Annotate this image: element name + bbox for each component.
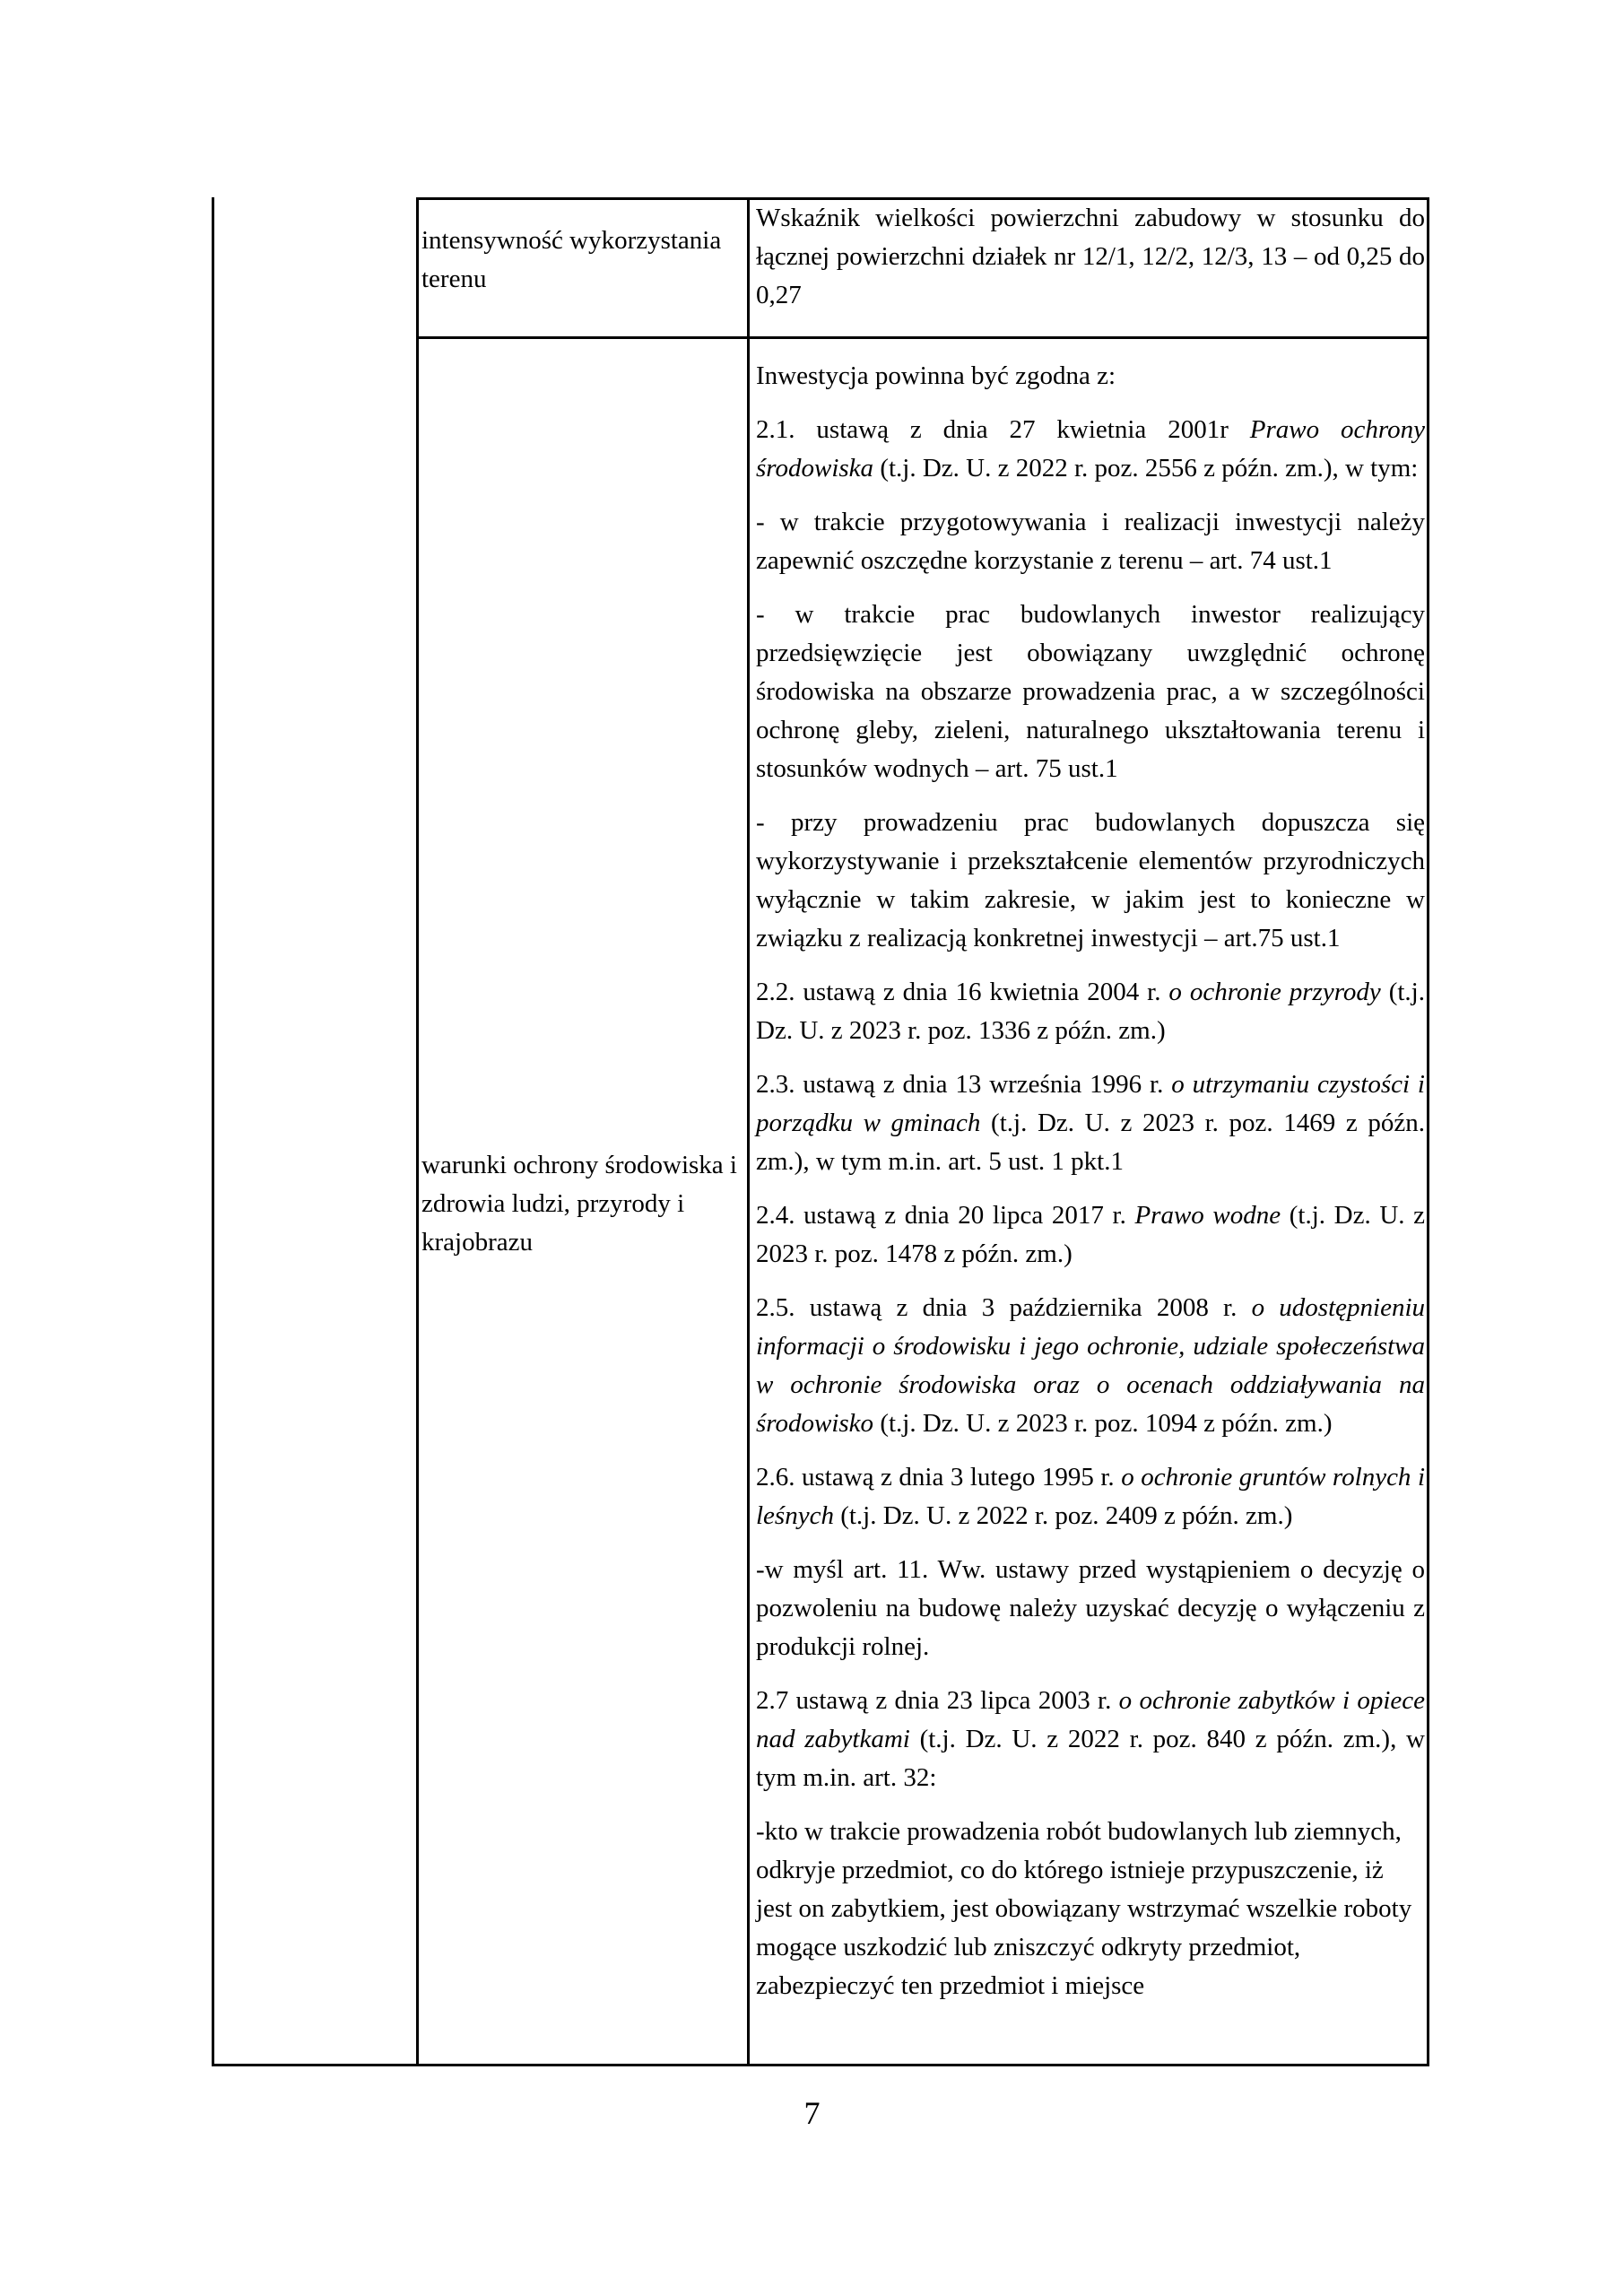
page-number: 7: [803, 2095, 821, 2131]
paragraph-2-4: 2.4. ustawą z dnia 20 lipca 2017 r. Prawo wodne (t.j. Dz. U. z 2023 r. poz. 1478 z późn. zm.): [756, 1201, 1425, 1268]
table-border-left: [212, 197, 214, 2066]
table-column-divider-2: [747, 197, 750, 2066]
paragraph-2-1-item-2: - w trakcie prac budowlanych inwestor realizujący przedsięwzięcie jest obowiązany uwzględnić ochronę środowiska na obszarze prowadzenia prac, a w szczególności ochronę gleby, zieleni, naturalnego ukształtowania terenu i stosunków wodnych – art. 75 ust.1: [756, 600, 1425, 783]
paragraph-2-2: 2.2. ustawą z dnia 16 kwietnia 2004 r. o ochronie przyrody (t.j. Dz. U. z 2023 r. poz. 1336 z późn. zm.): [756, 978, 1425, 1045]
paragraph-2-1: 2.1. ustawą z dnia 27 kwietnia 2001r Prawo ochrony środowiska (t.j. Dz. U. z 2022 r. poz. 2556 z późn. zm.), w tym:: [756, 415, 1426, 483]
paragraph-2-6: 2.6. ustawą z dnia 3 lutego 1995 r. o ochronie gruntów rolnych i leśnych (t.j. Dz. U. z 2022 r. poz. 2409 z późn. zm.): [756, 1463, 1426, 1530]
table-bottom-border: [212, 2064, 1429, 2066]
table-row-separator: [416, 336, 1429, 339]
row-label-intensity: intensywność wykorzystania terenu: [421, 226, 722, 293]
row-content-environment: [756, 357, 1425, 2005]
paragraph-2-3: 2.3. ustawą z dnia 13 września 1996 r. o utrzymaniu czystości i porządku w gminach (t.j. Dz. U. z 2023 r. poz. 1469 z późn. zm.), w tym m.in. art. 5 ust. 1 pkt.1: [756, 1070, 1425, 1176]
table-column-divider-1: [416, 197, 419, 2066]
paragraph-2-1-item-3: - przy prowadzeniu prac budowlanych dopuszcza się wykorzystywanie i przekształcenie elementów przyrodniczych wyłącznie w takim zakresie, w jakim jest to konieczne w związku z realizacją konkretnej inwestycji – art.75 ust.1: [756, 808, 1425, 952]
paragraph-2-6-item-1: -w myśl art. 11. Ww. ustawy przed wystąpieniem o decyzję o pozwoleniu na budowę należy uzyskać decyzję o wyłączeniu z produkcji rolnej.: [756, 1555, 1425, 1661]
paragraph-2-5: 2.5. ustawą z dnia 3 października 2008 r. o udostępnieniu informacji o środowisku i jego ochronie, udziale społeczeństwa w ochronie środowiska oraz o ocenach oddziaływania na środowisko (t.j. Dz. U. z 2023 r. poz. 1094 z późn. zm.): [756, 1293, 1426, 1438]
paragraph-2-7-item-1: -kto w trakcie prowadzenia robót budowlanych lub ziemnych, odkryje przedmiot, co do którego istnieje przypuszczenie, iż jest on zabytkiem, jest obowiązany wstrzymać wszelkie roboty mogące uszkodzić lub zniszczyć odkryty przedmiot, zabezpieczyć ten przedmiot i miejsce: [756, 1817, 1412, 2000]
table-border-right: [1427, 197, 1429, 2066]
paragraph-intro: Inwestycja powinna być zgodna z:: [756, 361, 1116, 390]
row-content-intensity: Wskaźnik wielkości powierzchni zabudowy w stosunku do łącznej powierzchni działek nr 12/1, 12/2, 12/3, 13 – od 0,25 do 0,27: [756, 204, 1425, 309]
row-label-environment: warunki ochrony środowiska i zdrowia ludzi, przyrody i krajobrazu: [421, 1151, 737, 1257]
paragraph-2-1-item-1: - w trakcie przygotowywania i realizacji inwestycji należy zapewnić oszczędne korzystanie z terenu – art. 74 ust.1: [756, 508, 1425, 575]
paragraph-2-7: 2.7 ustawą z dnia 23 lipca 2003 r. o ochronie zabytków i opiece nad zabytkami (t.j. Dz. U. z 2022 r. poz. 840 z późn. zm.), w tym m.in. art. 32:: [756, 1686, 1426, 1792]
